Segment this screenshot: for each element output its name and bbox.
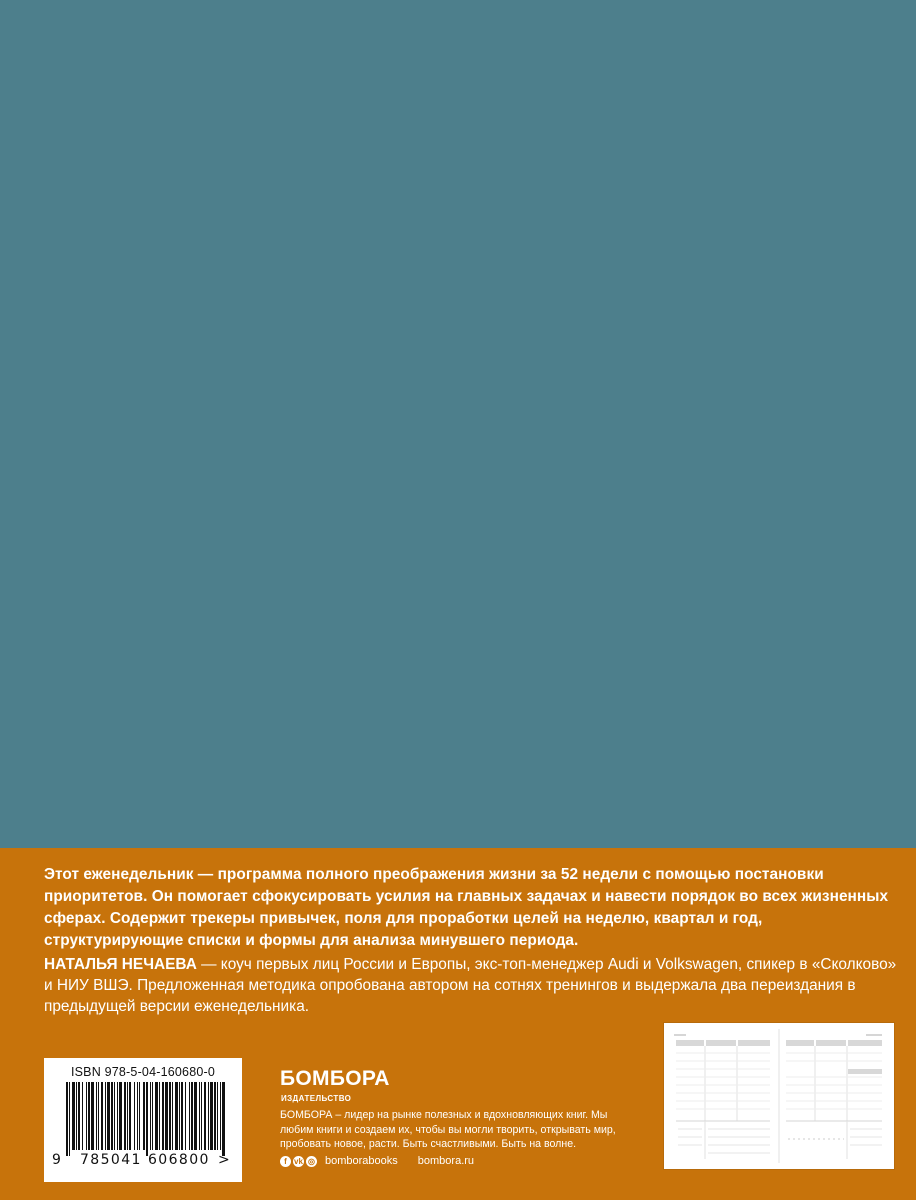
website-link[interactable]: bombora.ru [417,1155,475,1167]
social-handle[interactable]: bomborabooks [325,1155,398,1167]
barcode-digits-right: 606800 [148,1152,210,1168]
publisher-logo: БОМБОРА [280,1067,390,1090]
facebook-icon[interactable]: f [280,1156,291,1167]
isbn-barcode [44,1058,242,1182]
book-description: Этот еженедельник — программа полного преображения жизни за 52 недели с помощью постановки приоритетов. Он помогает сфокусировать усилия на главных задачах и навести порядок во всех жизненных сферах. Содержит трекеры привычек, поля для проработки целей на неделю, квартал и год, структурирующие списки и формы для анализа минувшего периода. [44,866,889,949]
publisher-text: БОМБОРА – лидер на рынке полезных и вдохновляющих книг. Мы любим книги и создаем их, чтобы вы могли творить, открывать мир, пробовать новое, расти. Быть счастливыми. Быть на волне. [280,1109,616,1150]
planner-spread-illustration [664,1023,894,1169]
isbn-label: ISBN 978-5-04-160680-0 [70,1065,216,1079]
author-info [44,954,904,1017]
author-name: НАТАЛЬЯ НЕЧАЕВА [44,956,197,973]
barcode-arrow: > [218,1152,230,1168]
barcode-digit-first: 9 [52,1152,61,1168]
planner-spread-preview [664,1023,894,1169]
publisher-logo-subtitle: ИЗДАТЕЛЬСТВО [281,1094,352,1103]
barcode-digits [44,1152,242,1172]
vk-icon[interactable]: vk [294,1156,303,1166]
instagram-icon[interactable]: ◎ [306,1156,317,1167]
cover-bottom-panel [0,848,916,1200]
social-row [280,1153,474,1169]
author-bio: — коуч первых лиц России и Европы, экс-топ-менеджер Audi и Volkswagen, спикер в «Сколково» и НИУ ВШЭ. Предложенная методика опробована автором на сотнях тренингов и выдержала два переиздания в предыдущей версии еженедельника. [44,956,897,1015]
barcode-digits-left: 785041 [80,1152,142,1168]
